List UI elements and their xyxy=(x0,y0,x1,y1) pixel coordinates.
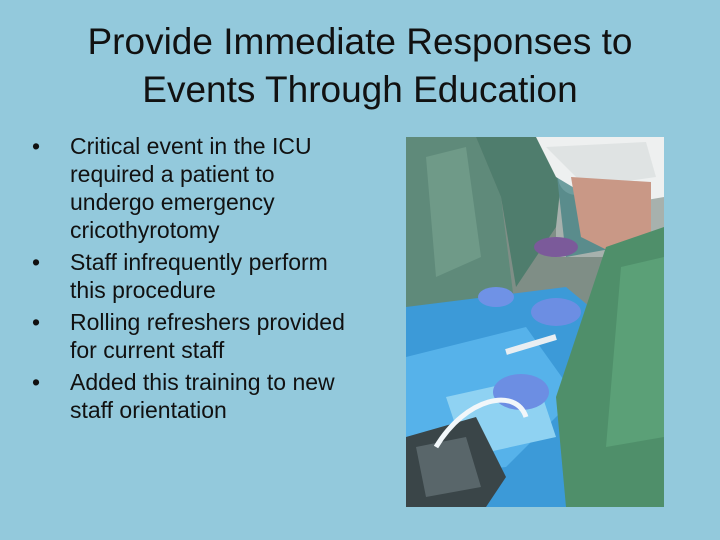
bullet-item xyxy=(32,248,362,304)
bullet-dot: • xyxy=(32,133,41,159)
bullet-text: Critical event in the ICU required a patient to undergo emergency cricothyrotomy xyxy=(70,133,312,243)
bullet-text: Rolling refreshers provided for current staff xyxy=(70,309,345,363)
bullet-dot: • xyxy=(32,309,41,335)
bullet-dot: • xyxy=(32,369,41,395)
bullet-dot: • xyxy=(32,249,41,275)
title-line-1: Provide Immediate Responses to xyxy=(87,21,633,62)
bullet-text: Added this training to new staff orientation xyxy=(70,369,335,423)
title-line-2: Events Through Education xyxy=(142,69,578,110)
bullet-item xyxy=(32,132,362,244)
medical-procedure-photo xyxy=(406,137,664,507)
bullet-text: Staff infrequently perform this procedure xyxy=(70,249,328,303)
bullet-list xyxy=(32,132,362,428)
bullet-item xyxy=(32,308,362,364)
slide-title xyxy=(20,18,700,114)
bullet-item xyxy=(32,368,362,424)
